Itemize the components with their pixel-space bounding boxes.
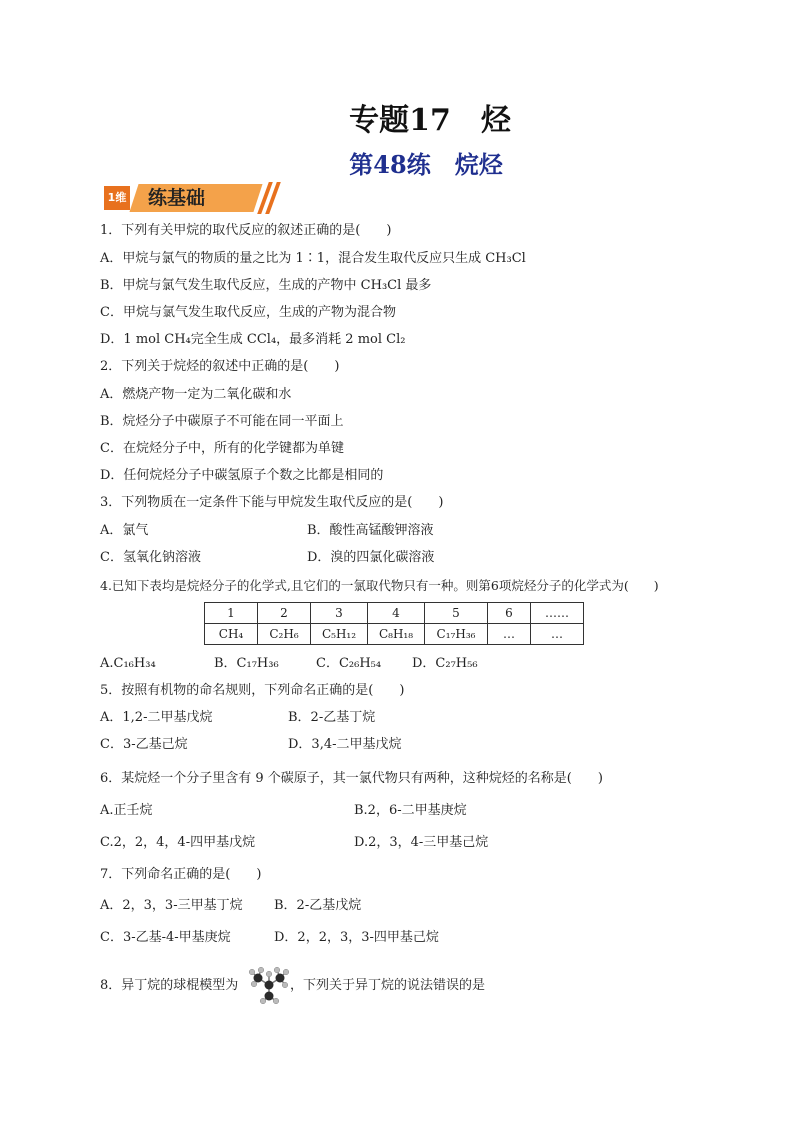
- question-1-option-d: D．1 mol CH₄完全生成 CCl₄，最多消耗 2 mol Cl₂: [100, 332, 406, 347]
- question-4-option-a: A.C₁₆H₃₄: [100, 656, 156, 671]
- page-title: 专题17 烃: [349, 103, 511, 138]
- question-4-stem: 4.已知下表均是烷烃分子的化学式,且它们的一氯取代物只有一种。则第6项烷烃分子的化学式为( ): [100, 578, 659, 593]
- table-cell: CH₄: [205, 624, 258, 645]
- question-5-option-c: C．3-乙基己烷: [100, 737, 188, 752]
- question-2-option-d: D．任何烷烃分子中碳氢原子个数之比都是相同的: [100, 468, 384, 483]
- question-3-option-a: A．氯气: [100, 523, 149, 538]
- question-4-option-c: C．C₂₆H₅₄: [316, 656, 382, 671]
- table-header-cell: 4: [368, 603, 425, 624]
- question-1-stem: 1．下列有关甲烷的取代反应的叙述正确的是( ): [100, 223, 392, 238]
- question-6-option-d: D.2，3，4-三甲基己烷: [354, 835, 489, 850]
- question-5-option-b: B．2-乙基丁烷: [288, 710, 376, 725]
- table-cell: C₁₇H₃₆: [425, 624, 488, 645]
- question-5-option-d: D．3,4-二甲基戊烷: [288, 737, 402, 752]
- question-7-option-a: A．2，3，3-三甲基丁烷: [100, 898, 243, 913]
- question-5-option-a: A．1,2-二甲基戊烷: [100, 710, 213, 725]
- table-cell: C₅H₁₂: [311, 624, 368, 645]
- banner-tag: 1维: [104, 186, 130, 210]
- table-cell: C₂H₆: [258, 624, 311, 645]
- table-row: [205, 624, 584, 645]
- table-cell: …: [488, 624, 531, 645]
- question-4-option-d: D．C₂₇H₅₆: [412, 656, 478, 671]
- table-header-cell: 2: [258, 603, 311, 624]
- table-header-cell: 6: [488, 603, 531, 624]
- question-1-option-b: B．甲烷与氯气发生取代反应，生成的产物中 CH₃Cl 最多: [100, 278, 432, 293]
- question-8-stem-suffix: ，下列关于异丁烷的说法错误的是: [290, 978, 486, 993]
- question-2-option-b: B．烷烃分子中碳原子不可能在同一平面上: [100, 414, 344, 429]
- banner-label: 练基础: [148, 187, 206, 209]
- table-header-cell: 5: [425, 603, 488, 624]
- question-4-option-b: B．C₁₇H₃₆: [214, 656, 279, 671]
- question-2-option-a: A．燃烧产物一定为二氧化碳和水: [100, 387, 292, 402]
- question-6-option-c: C.2，2，4，4-四甲基戊烷: [100, 835, 256, 850]
- table-cell: …: [531, 624, 584, 645]
- question-3-stem: 3．下列物质在一定条件下能与甲烷发生取代反应的是( ): [100, 495, 444, 510]
- question-3-option-d: D．溴的四氯化碳溶液: [307, 550, 435, 565]
- question-2-option-c: C．在烷烃分子中，所有的化学键都为单键: [100, 441, 344, 456]
- question-7-option-c: C．3-乙基-4-甲基庚烷: [100, 930, 231, 945]
- section-banner: [100, 182, 280, 214]
- question-5-stem: 5．按照有机物的命名规则，下列命名正确的是( ): [100, 683, 405, 698]
- question-6-option-a: A.正壬烷: [100, 803, 153, 818]
- table-header-cell: 3: [311, 603, 368, 624]
- question-8-stem-prefix: 8．异丁烷的球棍模型为: [100, 978, 239, 993]
- formula-table: [204, 602, 584, 645]
- question-6-option-b: B.2，6-二甲基庚烷: [354, 803, 467, 818]
- question-2-stem: 2．下列关于烷烃的叙述中正确的是( ): [100, 359, 340, 374]
- question-7-option-d: D．2，2，3，3-四甲基己烷: [274, 930, 439, 945]
- table-cell: C₈H₁₈: [368, 624, 425, 645]
- table-header-cell: 1: [205, 603, 258, 624]
- table-header-row: [205, 603, 584, 624]
- ball-and-stick-model-icon: [248, 966, 290, 1004]
- table-header-cell: ……: [531, 603, 584, 624]
- question-1-option-a: A．甲烷与氯气的物质的量之比为 1∶1，混合发生取代反应只生成 CH₃Cl: [100, 251, 526, 266]
- question-7-stem: 7．下列命名正确的是( ): [100, 867, 262, 882]
- question-3-option-c: C．氢氧化钠溶液: [100, 550, 201, 565]
- question-3-option-b: B．酸性高锰酸钾溶液: [307, 523, 434, 538]
- question-6-stem: 6．某烷烃一个分子里含有 9 个碳原子，其一氯代物只有两种，这种烷烃的名称是( ): [100, 771, 603, 786]
- question-1-option-c: C．甲烷与氯气发生取代反应，生成的产物为混合物: [100, 305, 396, 320]
- question-7-option-b: B．2-乙基戊烷: [274, 898, 362, 913]
- page-subtitle: 第48练 烷烃: [349, 150, 503, 179]
